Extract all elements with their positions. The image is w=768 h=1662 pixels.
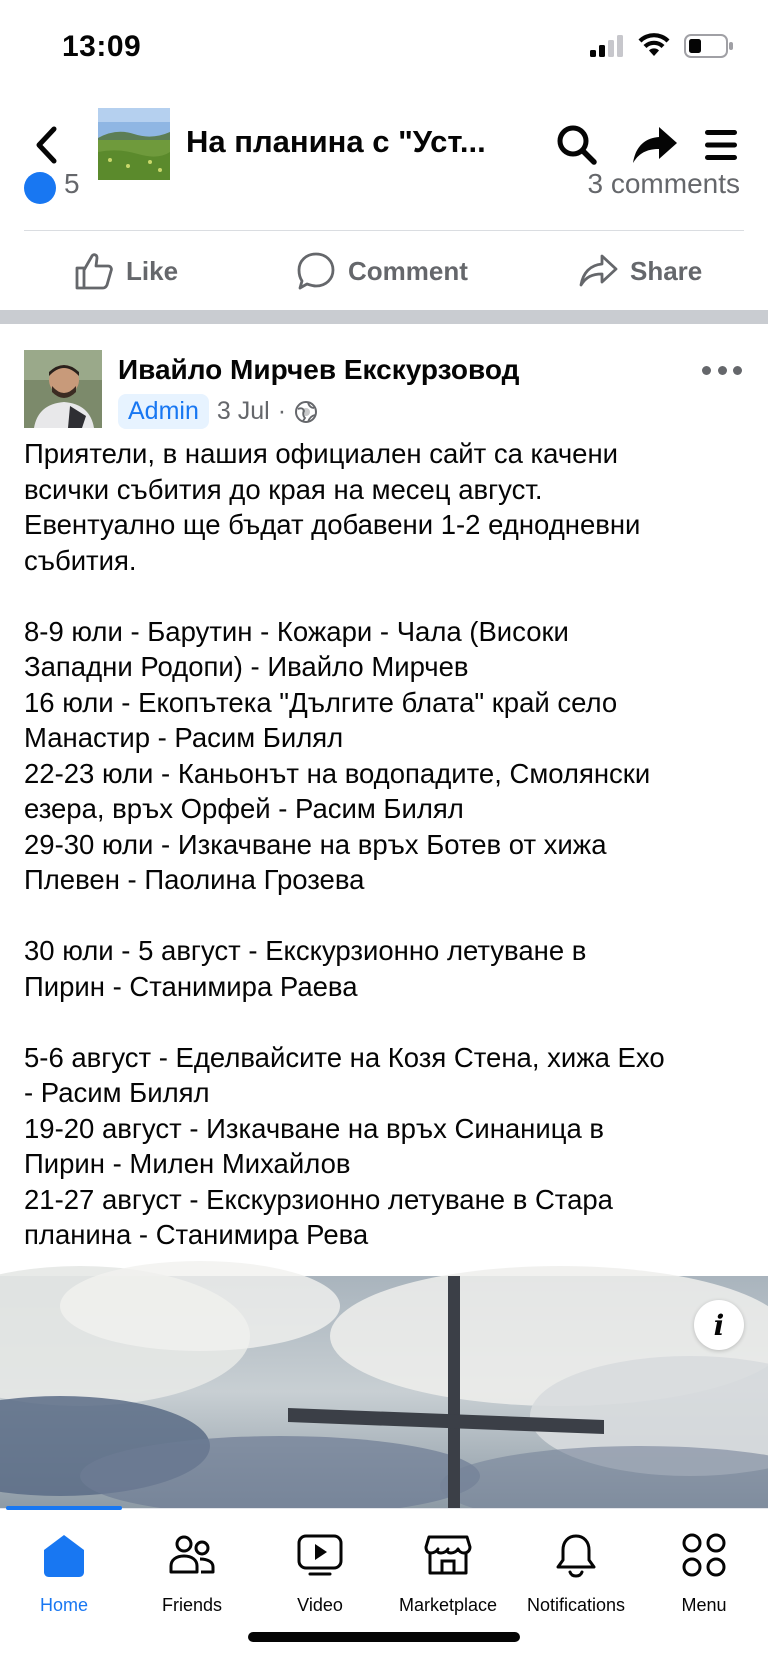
post-text-line: 29-30 юли - Изкачване на връх Ботев от хижа <box>24 828 607 860</box>
tab-home[interactable] <box>0 1529 128 1616</box>
author-name[interactable]: Ивайло Мирчев Екскурзовод <box>118 354 520 385</box>
comments-count[interactable]: 3 comments <box>587 168 740 199</box>
share-group-button[interactable] <box>630 120 680 170</box>
status-time: 13:09 <box>62 30 142 63</box>
status-icons <box>590 34 734 58</box>
tab-friends[interactable] <box>128 1529 256 1616</box>
post-image[interactable] <box>0 1276 768 1508</box>
post-text-line: Манастир - Расим Билял <box>24 722 344 753</box>
post-meta <box>118 394 318 429</box>
menu-button[interactable] <box>696 120 746 170</box>
dot-icon <box>733 366 742 375</box>
tab-label: Notifications <box>526 1595 626 1615</box>
share-label: Share <box>630 255 703 286</box>
share-icon <box>578 253 618 289</box>
post-text-line: - Расим Билял <box>24 1077 210 1108</box>
post-text-line: Плевен - Паолина Грозева <box>24 864 365 895</box>
post-text-line: Пирин - Милен Михайлов <box>24 1148 351 1179</box>
post-text-line: Пирин - Станимира Раева <box>24 970 358 1002</box>
comment-label: Comment <box>348 255 468 286</box>
tab-label: Friends <box>161 1595 223 1615</box>
group-thumbnail[interactable] <box>98 108 170 180</box>
share-arrow-icon <box>631 125 679 165</box>
post-text-line: 19-20 август - Изкачване на връх Синаница в <box>24 1112 605 1144</box>
tab-label: Marketplace <box>398 1595 498 1615</box>
group-title[interactable]: На планина с "Уст... <box>186 124 486 159</box>
tab-notifications[interactable] <box>512 1529 640 1616</box>
author-avatar[interactable] <box>24 350 102 428</box>
bell-icon <box>550 1529 602 1581</box>
comment-button[interactable] <box>296 232 468 310</box>
cross-photo <box>0 1276 768 1508</box>
tab-label: Menu <box>681 1595 727 1615</box>
blank-line <box>24 898 748 934</box>
search-icon <box>556 124 598 166</box>
video-icon <box>294 1529 346 1581</box>
blank-line <box>24 578 748 614</box>
battery-icon <box>684 34 734 58</box>
chevron-left-icon <box>34 126 58 164</box>
post-text-line: 30 юли - 5 август - Екскурзионно летуване в <box>24 935 587 966</box>
post-text-line: събития. <box>24 544 137 576</box>
search-button[interactable] <box>552 120 602 170</box>
marketplace-icon <box>422 1529 474 1581</box>
friends-icon <box>166 1529 218 1581</box>
post-text-line: езера, връх Орфей - Расим Билял <box>24 793 464 824</box>
back-button[interactable] <box>30 122 62 168</box>
hamburger-icon <box>703 128 739 162</box>
divider <box>24 230 744 231</box>
post-text-line: планина - Станимира Рева <box>24 1219 369 1250</box>
post-text-line: 5-6 август - Еделвайсите на Козя Стена, хижа Ехо <box>24 1041 665 1073</box>
active-tab-indicator <box>6 1506 122 1510</box>
comment-bubble-icon <box>296 251 336 291</box>
admin-badge: Admin <box>118 394 209 429</box>
like-label: Like <box>126 255 179 286</box>
meta-separator: · <box>277 397 287 425</box>
post-text-line: Приятели, в нашия официален сайт са качени <box>24 438 619 469</box>
like-button[interactable] <box>74 232 178 310</box>
post-header <box>0 324 768 434</box>
feed-separator <box>0 310 768 324</box>
dot-icon <box>702 366 711 375</box>
post-options-button[interactable] <box>702 360 742 380</box>
post-text-line: 8-9 юли - Барутин - Кожари - Чала (Високи <box>24 615 569 647</box>
post-text-line: Западни Родопи) - Ивайло Мирчев <box>24 651 469 682</box>
post-text-line: 21-27 август - Екскурзионно летуване в Стара <box>24 1183 613 1215</box>
tab-video[interactable] <box>256 1529 384 1616</box>
group-photo <box>98 108 170 180</box>
post-text-line: 22-23 юли - Каньонът на водопадите, Смолянски <box>24 757 651 789</box>
info-button[interactable]: i <box>694 1300 744 1350</box>
post-text-line: 16 юли - Екопътека "Дългите блата" край село <box>24 686 618 718</box>
wifi-icon <box>638 34 670 58</box>
menu-grid-icon <box>678 1529 730 1581</box>
reaction-count: 5 <box>64 168 80 199</box>
avatar-photo <box>24 350 102 428</box>
dot-icon <box>718 366 727 375</box>
thumbs-up-icon <box>74 252 114 290</box>
reactions-summary[interactable] <box>0 168 768 230</box>
tab-menu[interactable] <box>640 1529 768 1616</box>
like-reaction-icon <box>24 172 56 204</box>
post-date[interactable]: 3 Jul <box>216 397 270 425</box>
post-text-line: всички събития до края на месец август. <box>24 473 543 505</box>
tab-marketplace[interactable] <box>384 1529 512 1616</box>
status-bar <box>0 0 768 100</box>
tab-label: Home <box>39 1595 88 1615</box>
home-indicator <box>248 1632 520 1642</box>
share-button[interactable] <box>578 232 702 310</box>
home-icon <box>38 1529 90 1581</box>
post-actions <box>0 232 768 310</box>
post-text <box>24 436 748 1253</box>
tab-label: Video <box>297 1595 343 1615</box>
blank-line <box>24 1004 748 1040</box>
globe-icon <box>294 400 318 424</box>
signal-icon <box>590 35 624 57</box>
post-text-line: Евентуално ще бъдат добавени 1-2 еднодневни <box>24 509 641 540</box>
